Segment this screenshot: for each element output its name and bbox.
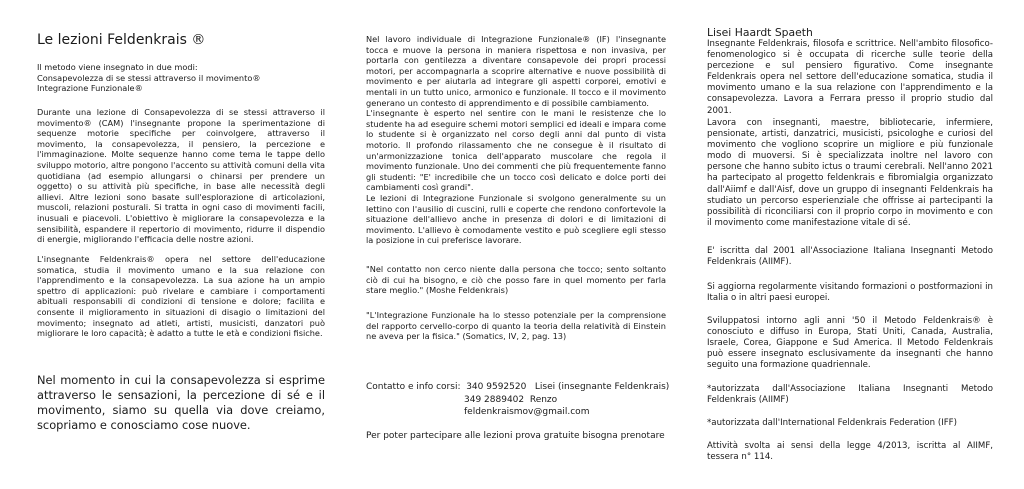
teacher-paragraph-block [37,254,325,339]
work-block [707,118,993,229]
legal-note: Attività svolta ai sensi della legge 4/2013, iscritta al AIIMF, tessera n° 114. [707,441,993,463]
page-title: Le lezioni Feldenkrais ® [37,32,206,48]
contact-line: Contatto e info corsi: 340 9592520 Lisei (insegnante Feldenkrais) [366,382,670,392]
feldenkrais-quote-block [366,264,666,296]
association-block [707,246,993,268]
booking-block [366,430,666,443]
bio-block [707,26,993,117]
feldenkrais-quote: "Nel contatto non cerco niente dalla persona che tocco; sento soltanto ciò di cui ha bisogno, e ciò che posso fare in quel momento per farla stare meglio." (Moshe Feldenkrais) [366,264,666,296]
aiimf-note-block [707,384,993,406]
intro-line: Il metodo viene insegnato in due modi: [37,62,198,72]
work-paragraph: Lavora con insegnanti, maestre, bibliotecarie, infermiere, pensionate, artisti, danzatrici, musicisti, psicologhe e curiosi del movimento che vogliono scoprire un migliore e più funzionale modo di muoversi. Si è specializzata inoltre nel lavoro con persone che hanno subito ictus o traumi cerebrali. Nell'anno 2021 ha partecipato al progetto feldenkrais e fibromialgia organizzato dall'Aiimf e dall'Aisf, dove un gruppo di insegnanti Feldenkrais ha studiato un percorso esperienziale che offrisse ai partecipanti la possibilità di riconciliarsi con il proprio corpo in movimento e con il movimento come manifestazione vitale di sé. [707,118,993,228]
training-block [707,282,993,304]
method-paragraph: Sviluppatosi intorno agli anni '50 il Metodo Feldenkrais® è conosciuto e diffuso in Europa, Stati Uniti, Canada, Australia, Israele, Corea, Giappone e Sud America. Il Metodo Feldenkrais può essere insegnato esclusivamente da insegnanti che hanno seguito una formazione quadriennale. [707,316,993,371]
intro-line: Integrazione Funzionale® [37,83,143,94]
contact-email: feldenkraismov@gmail.com [464,407,590,418]
quote-block [37,373,325,433]
highlight-quote: Nel momento in cui la consapevolezza si esprime attraverso le sensazioni, la percezione di sé e il movimento, siamo su quella via dove creiamo, scopriamo e conosciamo cose nuove. [37,373,325,432]
expert-paragraph: L'insegnante è esperto nel sentire con le mani le resistenze che lo studente ha ad eseguire schemi motori semplici ed ideali e impara come lo studente si è organizzato nel corso degli anni dal punto di vista motorio. Il profondo rilassamento che ne consegue è il risultato di un'armonizzazione tonica dell'apparato muscolare che regola il movimento funzionale. Uno dei commenti che più frequentemente fanno gli studenti: "E' incredibile che un tocco così delicato e dolce porti dei cambiamenti così grandi". [366,108,666,193]
booking-note: Per poter partecipare alle lezioni prova gratuite bisogna prenotare [366,431,665,441]
cam-paragraph-block [37,107,325,245]
if-paragraph: Nel lavoro individuale di Integrazione Funzionale® (IF) l'insegnante tocca e muove la persona in maniera rispettosa e non invasiva, per portarla con gentilezza a diventare consapevole dei propri processi motori, per accompagnarla a scoprire alternative e nuove possibilità di movimento e per aiutarla ad integrare gli aspetti corporei, emotivi e mentali in un tutto unico, armonico e funzionale. Il tocco e il movimento generano un contesto di apprendimento e di possibile cambiamento. [366,34,666,108]
author-name: Lisei Haardt Spaeth [707,26,813,39]
training-paragraph: Si aggiorna regolarmente visitando formazioni o postformazioni in Italia o in altri paesi europei. [707,282,993,304]
contact-phone-renzo: 349 2889402 Renzo [464,394,558,405]
somatics-quote-block [366,310,666,342]
association-paragraph: E' iscritta dal 2001 all'Associazione Italiana Insegnanti Metodo Feldenkrais (AIIMF). [707,246,993,268]
lesson-setting-paragraph: Le lezioni di Integrazione Funzionale si svolgono generalmente su un lettino con l'ausilio di cuscini, rulli e coperte che rendono confortevole la situazione dell'allievo anche in presenza di dolori e di limitazioni di movimento. L'allievo è comodamente vestito e può scegliere egli stesso la posizione in cui preferisce lavorare. [366,192,666,246]
intro-block [37,62,325,94]
iff-note: *autorizzata dall'International Feldenkrais Federation (IFF) [707,418,957,428]
bio-paragraph: Insegnante Feldenkrais, filosofa e scrittrice. Nell'ambito filosofico-fenomenologico si è occupata di ricerche sulle teorie della percezione e sul pensiero figurativo. Come insegnante Feldenkrais opera nel settore dell'educazione somatica, studia il movimento umano e la sua relazione con l'apprendimento e la consapevolezza. Lavora a Ferrara presso il proprio studio dal 2001. [707,39,993,116]
if-paragraph-block [366,34,666,246]
iff-note-block [707,418,993,429]
cam-paragraph: Durante una lezione di Consapevolezza di se stessi attraverso il movimento® (CAM) l'insegnante propone la sperimentazione di sequenze motorie specifiche per coinvolgere, attraverso il movimento, la consapevolezza, il pensiero, la percezione e l'immaginazione. Molte sequenze hanno come tema le tappe dello sviluppo motorio, altre pongono l'accento su attività comuni della vita quotidiana (ad esempio allungarsi o chinarsi per prendere un oggetto) o su attività più specifiche, in base alle necessità degli allievi. Altre lezioni sono basate sull'esplorazione di articolazioni, muscoli, relazioni posturali. Si tratta in ogni caso di movimenti facili, inusuali e piacevoli. L'obiettivo è migliorare la consapevolezza e la sensibilità, espandere il repertorio di movimento, ridurre il dispendio di energie, migliorando l'efficacia delle nostre azioni. [37,107,325,245]
somatics-quote: "L'Integrazione Funzionale ha lo stesso potenziale per la comprensione del rapporto cervello-corpo di quanto la teoria della relatività di Einstein ne aveva per la fisica." (Somatics, IV, 2, pag. 13) [366,310,666,342]
aiimf-note: *autorizzata dall'Associazione Italiana Insegnanti Metodo Feldenkrais (AIIMF) [707,384,993,406]
contact-block [366,381,670,419]
legal-note-block [707,441,993,463]
intro-line: Consapevolezza di se stessi attraverso il movimento® [37,72,261,83]
teacher-paragraph: L'insegnante Feldenkrais® opera nel settore dell'educazione somatica, studia il movimento umano e la sua relazione con l'apprendimento e la consapevolezza. La sua azione ha un ampio spettro di applicazioni: può rivelare e cambiare i comportamenti abituali responsabili di condizioni di tensione e dolore; facilita e consente il miglioramento in situazioni di disagio o limitazioni del movimento; insegnato ad atleti, artisti, musicisti, danzatori può migliorare le loro capacità; è adatto a tutte le età e condizioni fisiche. [37,254,325,339]
method-block [707,316,993,371]
